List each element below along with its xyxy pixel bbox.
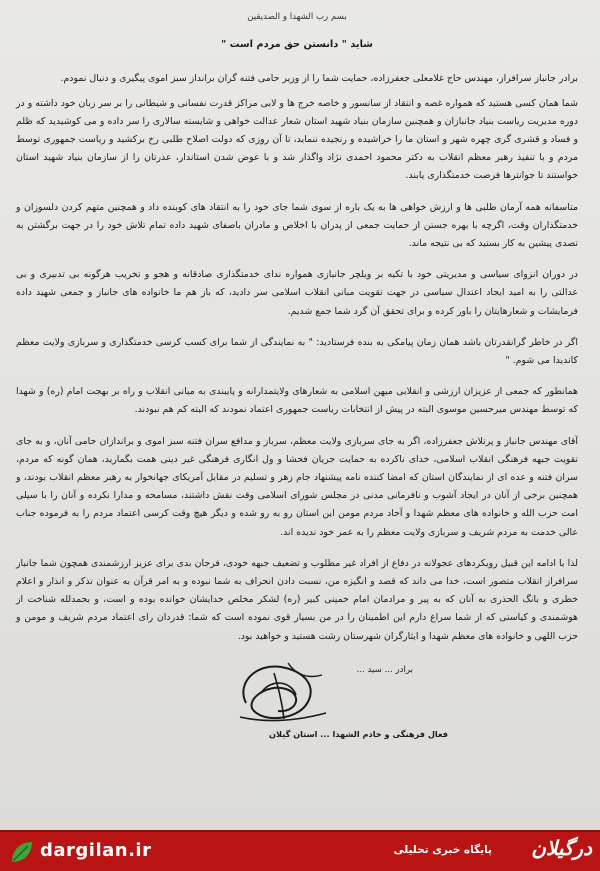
- signature-name: برادر ... سید ...: [356, 664, 413, 675]
- paragraph-7: آقای مهندس جانباز و پرتلاش جعفرزاده، اگر به جای سربازی ولایت معظم، سرباز و مدافع سران فتنه سبز اموی و براندازان حامی آنان، و به جای تقویت جبهه فرهنگی انقلاب اسلامی، خدای ناکرده به حمایت جریان فحشا و ول انگاری فرهنگی غیر دینی همت بگمارید، همان گونه که مردم، سران فتنه و عده ای از نمایندگان استان که امضا کننده نامه پیشنهاد جام زهر و تسلیم در مقابل آمریکای جهانخوار به رهبر معظم انقلاب بودند، و همچنین برخی از آنان در ایجاد آشوب و نافرمانی مدنی در مجلس شورای اسلامی وقت نقش داشتند، مسامحه و مدارا نکرده و آنان را با سیلی امت حزب الله و خانواده های معظم شهدا و آحاد مردم مومن این استان رو به رو شده و دیگر هیچ وقت کرسی اعتماد مردم را به فرموده جناب عالی خدمت به مردم شریف و سربازی ولایت معظم را به عمر خود ندیده اند.: [16, 435, 578, 538]
- paragraph-4: در دوران انزوای سیاسی و مدیریتی خود با تکیه بر ویلچر جانبازی همواره ندای خدمتگذاری صادقانه و هجو و تخریب هرگونه بی تدبیری و بی عدالتی را به امید ایجاد اعتدال سیاسی در جهت تقویت مبانی انقلاب اسلامی سر دادید، که باز هم ما خانواده های جانباز و جمعی شهید داده فرمایشات و شعارهایتان را باور کرده و برای تحقق آن گرد شما جمع شدیم.: [16, 269, 578, 317]
- basmala-heading: بسم رب الشهدا و الصدیقین: [247, 12, 347, 22]
- handwritten-signature: [226, 653, 336, 733]
- paragraph-3: متاسفانه همه آرمان طلبی ها و ارزش خواهی ها به یک باره از سوی شما جای خود را به انتقاد های کوبنده داد و همچنین متهم کردن دلسوزان و خدمتگذاران وقت، اگرچه با بهره جستن از حمایت جمعی از پدران با اخلاص و مادران باصفای شهید داده تمام تلاش خود را در جهت برگشتن به تصدی پیشین به کار بستید که بی نتیجه ماند.: [16, 201, 578, 250]
- signature-block: [16, 659, 578, 749]
- site-url[interactable]: dargilan.ir: [40, 840, 152, 861]
- site-logo[interactable]: درگیلان: [531, 836, 592, 860]
- paragraph-2: شما همان کسی هستید که همواره غصه و انتقاد از سانسور و خاصه خرج ها و لابی مراکز قدرت نفسانی و شیطانی را بر سر زبان خود داشته و در دوره مدیریت ریاست بنیاد جانبازان و همچنین سازمان بنیاد شهید استان شعار عدالت خواهی و شایسته سالاری را سر داده و می کوشیدید که ظلم و فساد و قشری گری چهره شهر و استان ما را خراشیده و رنجیده ننماید، تا آن روزی که دولت اصلاح طلبی رخ برکشید و ریاست جمهوری توسط مردم و با تنفیذ رهبر معظم انقلاب به دکتر محمود احمدی نژاد واگذار شد و با عوض شدن استاندار، عذرتان را از سازمان بنیاد شهید استان خواستند تا جوانترها فرصت خدمتگذاری یابند.: [16, 97, 578, 182]
- site-footer-banner: [0, 830, 600, 871]
- paragraph-8: لذا با ادامه این قبیل رویکردهای عجولانه در دفاع از افراد غیر مطلوب و تضعیف جبهه خودی، فرجان بدی برای عزیز ارزشمندی همچون شما جانباز سرافراز انقلاب متصور است، خدا می داند که قصد و انگیزه من، نسبت دادن انحراف به شما نبوده و به امر قرآن به عنوان تذکر و انذار و اعلام خطری و بانگ الحذری به آنان که به پیر و مرادمان امام خمینی کبیر (ره) لشکر مخلص خدایشان خوانده بوده و است، و بحمدلله شناخت از هوشمندی و کیاستی که از شما سراغ دارم این اطمینان را در من بسیار قوی نموده است که شما: قدردان رای اعتماد مردم شریف و مومن و حزب اللهی و خانواده های معظم شهدا و ایثارگران شهرستان رشت هستید و خواهید بود.: [16, 557, 578, 642]
- signature-title: فعال فرهنگی و خادم الشهدا ... استان گیلان: [269, 728, 448, 739]
- paragraph-6: همانطور که جمعی از عزیزان ارزشی و انقلابی میهن اسلامی به شعارهای ولایتمدارانه و پایبندی به مبانی انقلاب و راه بر بهجت امام (ره) و شهدا که توسط مهندس میرحسین موسوی البته در پیش از انتخابات ریاست جمهوری اعتماد نمودند که البته کم هم نبودند.: [16, 386, 578, 416]
- paragraph-1: برادر جانباز سرافراز، مهندس حاج غلامعلی جعفرزاده، حمایت شما را از وزیر حامی فتنه گران برانداز سبز اموی پیگیری و دنبال نمودم.: [60, 73, 578, 85]
- letter-title: شاید " دانستن حق مردم است ": [221, 39, 373, 51]
- paragraph-5: اگر در خاطر گرانقدرتان باشد همان زمان پیامکی به بنده فرستادید: " به نمایندگی از شما برای کسب کرسی خدمتگذاری و سربازی ولایت معظم کاندیدا می شوم. ": [16, 336, 578, 367]
- leaf-icon: [8, 838, 36, 866]
- site-description: پایگاه خبری تحلیلی: [393, 844, 492, 856]
